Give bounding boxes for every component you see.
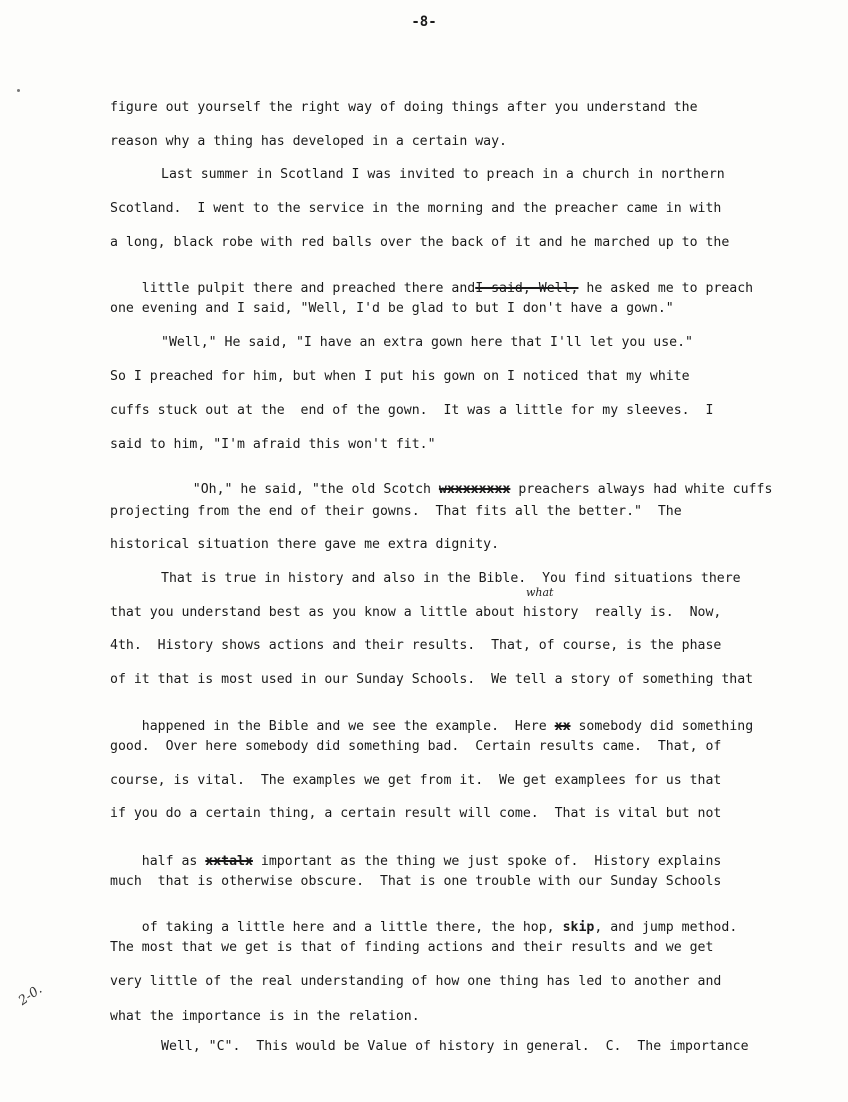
text-line-1: figure out yourself the right way of doing things after you understand the — [110, 100, 698, 115]
text-line-7: one evening and I said, "Well, I'd be glad to but I don't have a gown." — [110, 301, 674, 316]
text-line-4: Scotland. I went to the service in the morning and the preacher came in with — [110, 201, 722, 216]
text-line-21: course, is vital. The examples we get from it. We get examplees for us that — [110, 773, 722, 788]
bold-skip: skip — [562, 920, 595, 936]
text-line-27: very little of the real understanding of how one thing has led to another and — [110, 974, 722, 989]
text-line-9: So I preached for him, but when I put his gown on I noticed that my white — [110, 369, 690, 384]
text-line-6-start: little pulpit there and preached there and — [141, 281, 476, 297]
text-line-6-end: he asked me to preach — [578, 281, 754, 297]
margin-handwritten-note: 2-0. — [15, 982, 46, 1009]
text-line-22: if you do a certain thing, a certain result will come. That is vital but not — [110, 806, 722, 821]
text-line-23-end: important as the thing we just spoke of. History explains — [252, 854, 722, 870]
text-line-18: of it that is most used in our Sunday Schools. We tell a story of something that — [110, 672, 754, 687]
text-line-25-end: , and jump method. — [594, 920, 738, 936]
text-line-2: reason why a thing has developed in a certain way. — [110, 134, 507, 149]
text-line-12-end: preachers always had white cuffs — [510, 482, 773, 498]
text-line-11: said to him, "I'm afraid this won't fit." — [110, 437, 436, 452]
text-line-23-start: half as — [141, 854, 198, 870]
text-line-3: Last summer in Scotland I was invited to preach in a church in northern — [161, 167, 725, 182]
text-line-16: that you understand best as you know a little about history really is. Now, — [110, 605, 722, 620]
page-number: -8- — [411, 14, 437, 30]
text-line-19-end: somebody did something — [570, 719, 754, 735]
text-line-14: historical situation there gave me extra dignity. — [110, 537, 500, 552]
text-line-28: what the importance is in the relation. — [110, 1009, 420, 1024]
text-line-5: a long, black robe with red balls over the back of it and he marched up to the — [110, 235, 730, 250]
text-line-8: "Well," He said, "I have an extra gown here that I'll let you use." — [161, 335, 693, 350]
text-line-26: The most that we get is that of finding actions and their results and we get — [110, 940, 714, 955]
text-line-10: cuffs stuck out at the end of the gown. It was a little for my sleeves. I — [110, 403, 714, 418]
smudge-mark — [17, 89, 20, 92]
text-line-20: good. Over here somebody did something bad. Certain results came. That, of — [110, 739, 722, 754]
text-line-29: Well, "C". This would be Value of history in general. C. The importance — [161, 1039, 749, 1054]
text-line-12-start: "Oh," he said, "the old Scotch — [192, 482, 431, 498]
text-line-15: That is true in history and also in the Bible. You find situations there — [161, 571, 741, 586]
text-line-19-start: happened in the Bible and we see the example. Here — [141, 719, 547, 735]
handwritten-insert-what: what — [526, 586, 554, 599]
struck-text-xxtalx: xxtalx — [205, 854, 253, 870]
text-line-17: 4th. History shows actions and their results. That, of course, is the phase — [110, 638, 722, 653]
struck-text: I said, Well, — [475, 281, 579, 297]
text-line-24: much that is otherwise obscure. That is one trouble with our Sunday Schools — [110, 874, 722, 889]
text-line-13: projecting from the end of their gowns. That fits all the better." The — [110, 504, 682, 519]
struck-text-xxx: wxxxxxxxx — [438, 482, 511, 498]
struck-text-xx: xx — [554, 719, 571, 735]
text-line-25-start: of taking a little here and a little there, the hop, — [141, 920, 555, 936]
